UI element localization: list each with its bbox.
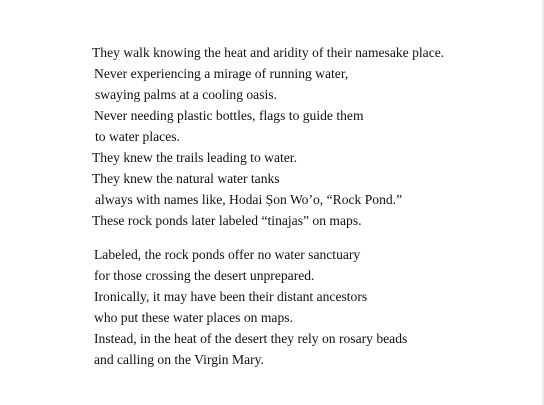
poem-line: Ironically, it may have been their distant ancestors	[94, 289, 368, 304]
poem-line: to water places.	[95, 129, 180, 144]
poem-line: Never experiencing a mirage of running water,	[94, 66, 349, 81]
poem-line: swaying palms at a cooling oasis.	[95, 87, 277, 102]
poem-line: Instead, in the heat of the desert they rely on rosary beads	[94, 331, 408, 346]
poem-line: and calling on the Virgin Mary.	[94, 352, 264, 367]
poem-line: They knew the natural water tanks	[92, 171, 280, 186]
poem-line: Never needing plastic bottles, flags to guide them	[94, 108, 364, 123]
poem-line: These rock ponds later labeled “tinajas” on maps.	[92, 213, 362, 228]
poem-line: Labeled, the rock ponds offer no water sanctuary	[94, 247, 361, 262]
poem-line: They knew the trails leading to water.	[92, 150, 297, 165]
poem-line: They walk knowing the heat and aridity of their namesake place.	[92, 45, 445, 60]
poem-line: who put these water places on maps.	[94, 310, 293, 325]
poem-line: for those crossing the desert unprepared.	[94, 268, 315, 283]
poem-line: always with names like, Hodai Ṣon Wo’o, “Rock Pond.”	[95, 192, 403, 207]
